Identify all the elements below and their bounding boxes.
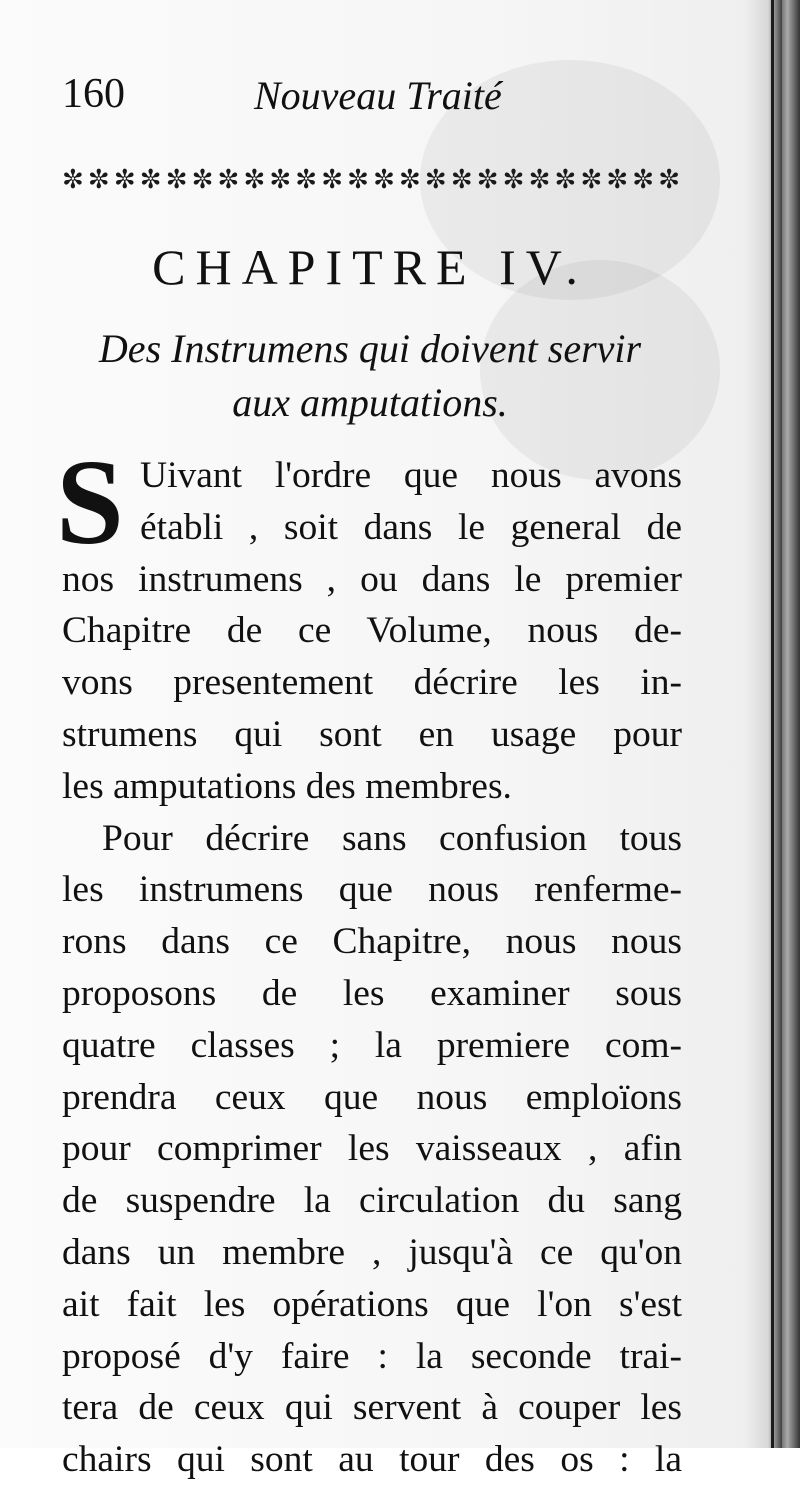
ornament-flower-icon: ✼ bbox=[295, 165, 318, 195]
ornament-flower-icon: ✼ bbox=[139, 165, 162, 195]
text-line: les instrumens que nous renferme- bbox=[62, 869, 682, 911]
ornament-flower-icon: ✼ bbox=[373, 165, 395, 195]
ornament-flower-icon: ✼ bbox=[191, 165, 214, 195]
text-line: nos instrumens , ou dans le premier bbox=[62, 558, 682, 600]
text-line: de suspendre la circulation du sang bbox=[62, 1180, 682, 1222]
text-line: chairs qui sont au tour des os : la bbox=[62, 1439, 682, 1481]
ornament-flower-icon: ✼ bbox=[113, 165, 136, 195]
text-line: ait fait les opérations que l'on s'est bbox=[62, 1283, 682, 1325]
ornament-flower-icon: ✼ bbox=[476, 165, 499, 195]
ornament-flower-icon: ✼ bbox=[450, 165, 473, 195]
text-line: tera de ceux qui servent à couper les bbox=[62, 1387, 682, 1429]
text-line: proposons de les examiner sous bbox=[62, 972, 682, 1014]
subtitle-line-1: Des Instrumens qui doivent servir bbox=[98, 326, 642, 371]
ornament-flower-icon: ✼ bbox=[87, 165, 110, 195]
subtitle-line-2: aux amputations. bbox=[232, 380, 508, 425]
running-head: Nouveau Traité bbox=[254, 73, 502, 118]
text-line: quatre classes ; la premiere com- bbox=[62, 1024, 682, 1066]
page-header bbox=[62, 68, 682, 128]
ornament-flower-icon: ✼ bbox=[606, 165, 629, 195]
text-line: vons presentement décrire les in- bbox=[62, 662, 682, 704]
text-line: les amputations des membres. bbox=[62, 765, 512, 807]
ornament-flower-icon: ✼ bbox=[62, 165, 84, 195]
ornament-flower-icon: ✼ bbox=[502, 165, 525, 195]
ornament-flower-icon: ✼ bbox=[321, 165, 344, 195]
paragraph-1 bbox=[56, 435, 682, 813]
ornament-flower-icon: ✼ bbox=[528, 165, 551, 195]
text-line: rons dans ce Chapitre, nous nous bbox=[62, 921, 682, 963]
paragraph-2 bbox=[62, 813, 682, 1486]
text-line: proposé d'y faire : la seconde trai- bbox=[62, 1335, 682, 1377]
ornament-flower-icon: ✼ bbox=[580, 165, 603, 195]
text-line: strumens qui sont en usage pour bbox=[62, 713, 682, 755]
chapter-title: CHAPITRE IV. bbox=[152, 239, 588, 295]
text-line: dans un membre , jusqu'à ce qu'on bbox=[62, 1231, 682, 1273]
ornament-flower-icon: ✼ bbox=[269, 165, 292, 195]
drop-cap: S bbox=[56, 435, 124, 570]
text-line: établi , soit dans le general de bbox=[140, 506, 682, 548]
ornament-flower-icon: ✼ bbox=[165, 165, 188, 195]
body-text bbox=[56, 435, 682, 1486]
text-line: pour comprimer les vaisseaux , afin bbox=[62, 1128, 682, 1170]
chapter-subtitle bbox=[40, 322, 700, 430]
ornament-band bbox=[62, 160, 680, 200]
text-line: Chapitre de ce Volume, nous de- bbox=[62, 610, 682, 652]
ornament-flower-icon: ✼ bbox=[554, 165, 577, 195]
text-line: Pour décrire sans confusion tous bbox=[102, 817, 682, 859]
ornament-flower-icon: ✼ bbox=[243, 165, 266, 195]
page-number: 160 bbox=[62, 71, 125, 117]
ornament-flower-icon: ✼ bbox=[632, 165, 655, 195]
ornament-flower-icon: ✼ bbox=[658, 165, 680, 195]
ornament-flower-icon: ✼ bbox=[398, 165, 421, 195]
ornament-flower-icon: ✼ bbox=[217, 165, 240, 195]
text-line: Uivant l'ordre que nous avons bbox=[140, 455, 682, 496]
binding-gutter bbox=[782, 0, 800, 1448]
ornament-flower-icon: ✼ bbox=[347, 165, 369, 195]
text-line: prendra ceux que nous emploïons bbox=[62, 1076, 682, 1118]
ornament-flower-icon: ✼ bbox=[424, 165, 447, 195]
binding-shadow-line bbox=[771, 0, 774, 1448]
